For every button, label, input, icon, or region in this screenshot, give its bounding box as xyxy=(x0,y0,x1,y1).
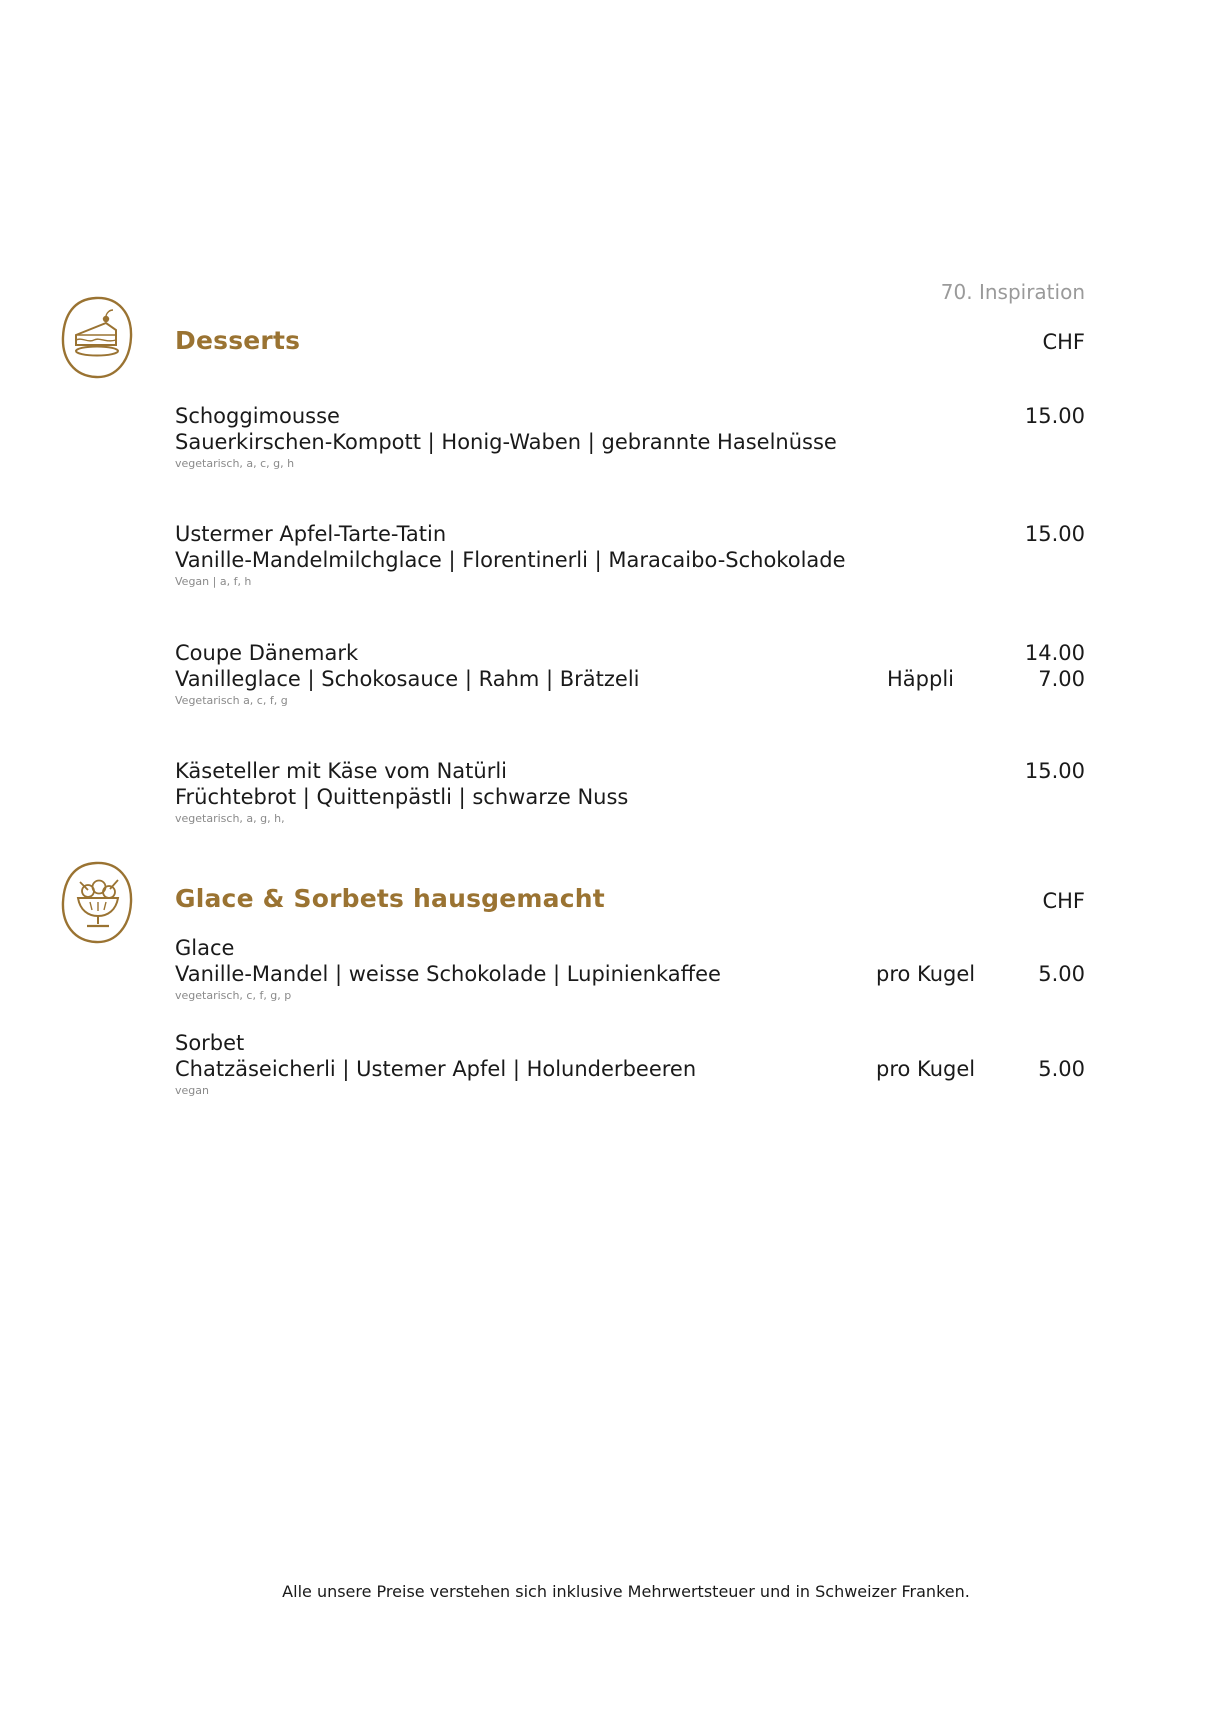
menu-item-tags: vegan xyxy=(175,1084,209,1097)
ice-cream-cup-icon xyxy=(58,860,136,946)
menu-item-description: Sauerkirschen-Kompott | Honig-Waben | gebrannte Haselnüsse xyxy=(175,430,837,454)
menu-item-description: Vanilleglace | Schokosauce | Rahm | Brätzeli xyxy=(175,667,640,691)
currency-header: CHF xyxy=(1042,330,1085,354)
section-title-glace-sorbets: Glace & Sorbets hausgemacht xyxy=(175,884,605,913)
menu-item-tags: vegetarisch, a, g, h, xyxy=(175,812,285,825)
menu-item-price: 15.00 xyxy=(1024,404,1085,428)
menu-item-name: Käseteller mit Käse vom Natürli xyxy=(175,759,508,783)
menu-item-price: 15.00 xyxy=(1024,759,1085,783)
menu-item-description: Chatzäseicherli | Ustemer Apfel | Holunderbeeren xyxy=(175,1057,697,1081)
menu-item-price: 5.00 xyxy=(1038,1057,1085,1081)
menu-item-name: Sorbet xyxy=(175,1031,245,1055)
menu-item-variant-price: 7.00 xyxy=(1038,667,1085,691)
menu-item-tags: vegetarisch, a, c, g, h xyxy=(175,457,295,470)
currency-header: CHF xyxy=(1042,889,1085,913)
menu-item-name: Ustermer Apfel-Tarte-Tatin xyxy=(175,522,447,546)
menu-item-unit: pro Kugel xyxy=(876,1057,976,1081)
menu-item-name: Coupe Dänemark xyxy=(175,641,359,665)
section-title-desserts: Desserts xyxy=(175,326,301,355)
menu-item-price: 5.00 xyxy=(1038,962,1085,986)
menu-item-price: 14.00 xyxy=(1024,641,1085,665)
menu-item-price: 15.00 xyxy=(1024,522,1085,546)
menu-item-name: Schoggimousse xyxy=(175,404,340,428)
menu-item-tags: vegetarisch, c, f, g, p xyxy=(175,989,292,1002)
menu-item-description: Vanille-Mandel | weisse Schokolade | Lupinienkaffee xyxy=(175,962,721,986)
menu-item-tags: Vegetarisch a, c, f, g xyxy=(175,694,288,707)
menu-item-description: Vanille-Mandelmilchglace | Florentinerli | Maracaibo-Schokolade xyxy=(175,548,846,572)
menu-item-description: Früchtebrot | Quittenpästli | schwarze Nuss xyxy=(175,785,629,809)
menu-item-tags: Vegan | a, f, h xyxy=(175,575,252,588)
menu-item-name: Glace xyxy=(175,936,235,960)
footer-note: Alle unsere Preise verstehen sich inklusive Mehrwertsteuer und in Schweizer Franken. xyxy=(282,1582,970,1601)
menu-item-unit: pro Kugel xyxy=(876,962,976,986)
menu-item-variant-label: Häppli xyxy=(887,667,954,691)
page-label: 70. Inspiration xyxy=(940,280,1085,304)
cake-slice-icon xyxy=(58,295,136,381)
